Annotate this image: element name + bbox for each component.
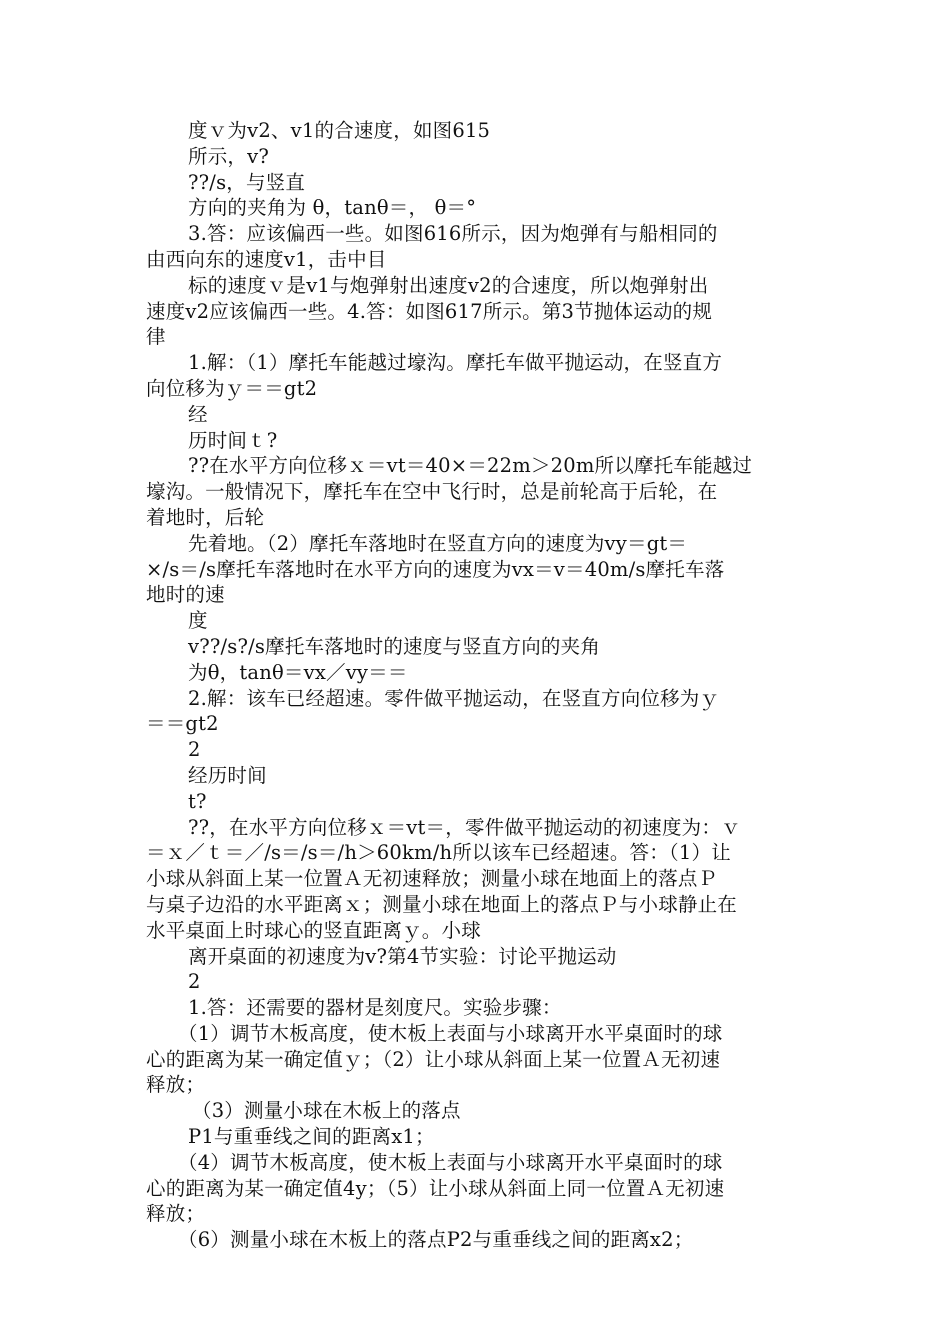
text-line: P1与重垂线之间的距离x1； bbox=[188, 1125, 435, 1149]
text-line: 释放； bbox=[146, 1073, 206, 1097]
text-line: （1）调节木板高度，使木板上表面与小球离开水平桌面时的球 bbox=[178, 1021, 723, 1045]
text-line: ＝＝gt2 bbox=[146, 712, 219, 736]
text-line: 速度v2应该偏西一些。4.答：如图617所示。第3节抛体运动的规 bbox=[146, 299, 713, 323]
text-line: 由西向东的速度v1，击中目 bbox=[146, 247, 387, 271]
text-line: ??，在水平方向位移ｘ＝vt＝，零件做平抛运动的初速度为：ｖ bbox=[188, 815, 741, 839]
text-line: 律 bbox=[146, 325, 166, 349]
text-line: 2 bbox=[188, 970, 201, 994]
text-line: 心的距离为某一确定值ｙ；（2）让小球从斜面上某一位置Ａ无初速 bbox=[146, 1047, 721, 1071]
text-line: 经 bbox=[188, 402, 208, 426]
text-line: 2.解：该车已经超速。零件做平抛运动，在竖直方向位移为ｙ bbox=[188, 686, 720, 710]
text-line: （3）测量小球在木板上的落点 bbox=[192, 1099, 461, 1123]
text-line: 心的距离为某一确定值4y；（5）让小球从斜面上同一位置Ａ无初速 bbox=[146, 1176, 725, 1200]
text-line: 地时的速 bbox=[146, 583, 225, 607]
text-line: 方向的夹角为 θ，tanθ＝， θ＝° bbox=[188, 196, 477, 220]
text-line: 度ｖ为v2、v1的合速度，如图615 bbox=[188, 119, 491, 142]
document-body bbox=[146, 118, 810, 1253]
text-line: 壕沟。一般情况下，摩托车在空中飞行时，总是前轮高于后轮，在 bbox=[146, 480, 718, 504]
text-line: 度 bbox=[188, 609, 208, 633]
text-line: t? bbox=[188, 789, 207, 813]
text-line: ??/s，与竖直 bbox=[188, 170, 306, 194]
text-line: 所示，v? bbox=[188, 144, 269, 168]
text-line: 标的速度ｖ是v1与炮弹射出速度v2的合速度，所以炮弹射出 bbox=[188, 273, 709, 297]
text-line: 1.解：（1）摩托车能越过壕沟。摩托车做平抛运动，在竖直方 bbox=[188, 351, 723, 375]
text-line: 离开桌面的初速度为v?第4节实验：讨论平抛运动 bbox=[188, 944, 617, 968]
text-line: 3.答：应该偏西一些。如图616所示，因为炮弹有与船相同的 bbox=[188, 222, 718, 246]
text-line: 历时间ｔ? bbox=[188, 428, 278, 452]
text-line: 水平桌面上时球心的竖直距离ｙ。小球 bbox=[146, 918, 481, 942]
text-line: ＝ｘ／ｔ＝／/s＝/s＝/h＞60km/h所以该车已经超速。答：（1）让 bbox=[146, 841, 731, 865]
text-line: 先着地。（2）摩托车落地时在竖直方向的速度为vy＝gt＝ bbox=[188, 531, 688, 555]
text-line: v??/s?/s摩托车落地时的速度与竖直方向的夹角 bbox=[188, 634, 601, 658]
text-line: 释放； bbox=[146, 1202, 206, 1226]
text-line: 向位移为ｙ＝＝gt2 bbox=[146, 376, 318, 400]
text-line: ??在水平方向位移ｘ＝vt＝40×＝22m＞20m所以摩托车能越过 bbox=[188, 454, 753, 478]
text-line: （4）调节木板高度，使木板上表面与小球离开水平桌面时的球 bbox=[178, 1150, 723, 1174]
text-line: 1.答：还需要的器材是刻度尺。实验步骤： bbox=[188, 996, 562, 1020]
text-line: 经历时间 bbox=[188, 763, 267, 787]
text-line: 小球从斜面上某一位置Ａ无初速释放；测量小球在地面上的落点Ｐ bbox=[146, 867, 718, 891]
text-line: （6）测量小球在木板上的落点P2与重垂线之间的距离x2； bbox=[178, 1228, 694, 1252]
text-line: 与桌子边沿的水平距离ｘ；测量小球在地面上的落点Ｐ与小球静止在 bbox=[146, 892, 738, 916]
text-line: 着地时，后轮 bbox=[146, 505, 265, 529]
text-line: 为θ，tanθ＝vx／vy＝＝ bbox=[188, 660, 408, 684]
text-line: ×/s＝/s摩托车落地时在水平方向的速度为vx＝v＝40m/s摩托车落 bbox=[146, 557, 725, 581]
text-line: 2 bbox=[188, 738, 201, 762]
